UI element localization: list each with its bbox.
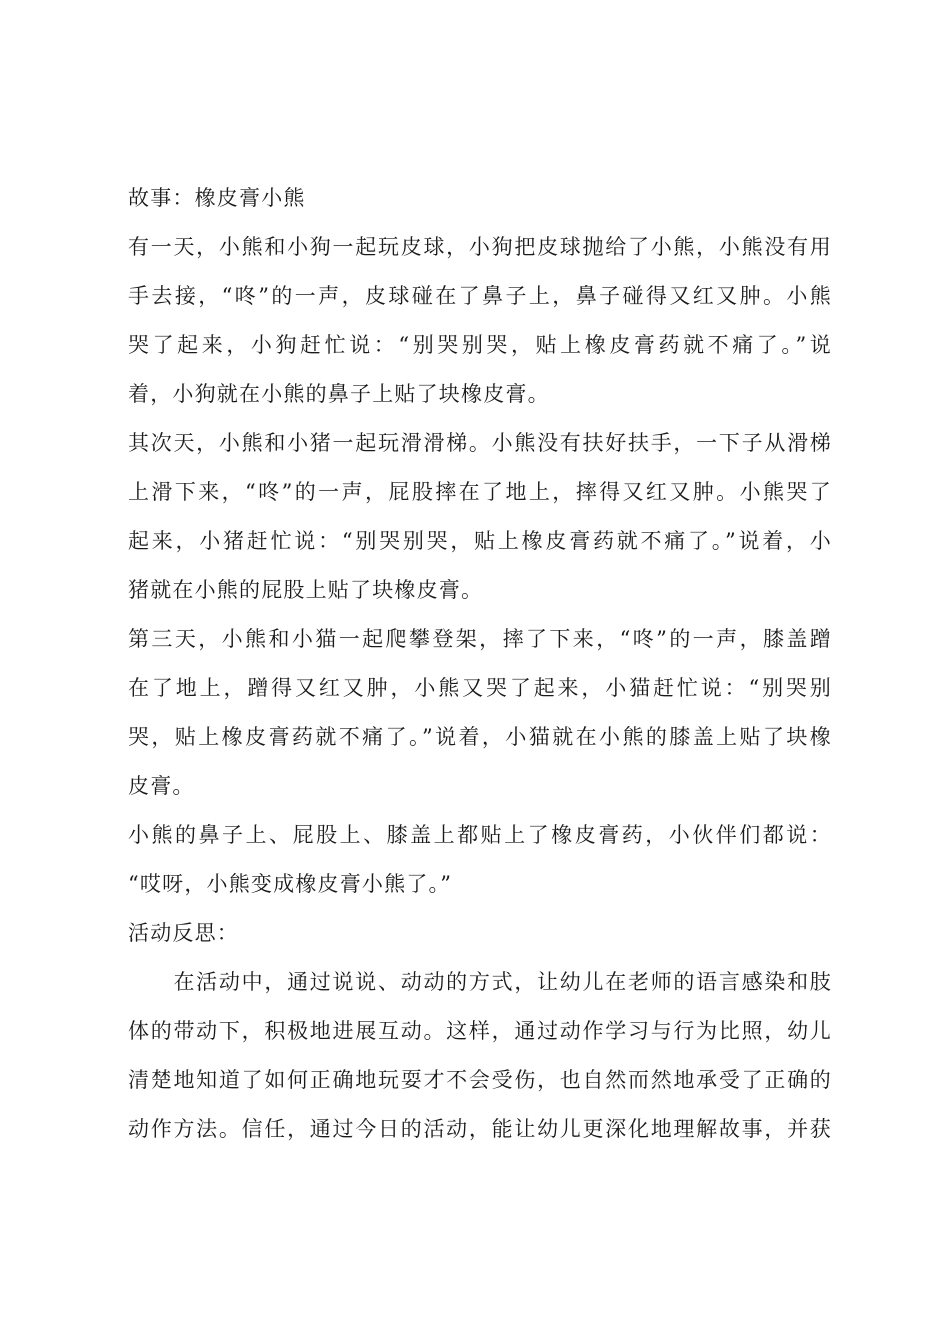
- text-line: 在活动中，通过说说、动动的方式，让幼儿在老师的语言感染和肢: [128, 970, 832, 994]
- document-body: [128, 186, 832, 1142]
- text-line: 猪就在小熊的屁股上贴了块橡皮膏。: [128, 578, 484, 602]
- text-line: 第三天，小熊和小猫一起爬攀登架，摔了下来，“咚”的一声，膝盖蹭: [128, 627, 832, 651]
- text-line: 手去接，“咚”的一声，皮球碰在了鼻子上，鼻子碰得又红又肿。小熊: [128, 284, 832, 308]
- text-line: 在了地上，蹭得又红又肿，小熊又哭了起来，小猫赶忙说：“别哭别: [128, 676, 832, 700]
- text-line: 体的带动下，积极地进展互动。这样，通过动作学习与行为比照，幼儿: [128, 1019, 832, 1043]
- text-line: 哭了起来，小狗赶忙说：“别哭别哭，贴上橡皮膏药就不痛了。”说: [128, 333, 832, 357]
- text-line: 有一天，小熊和小狗一起玩皮球，小狗把皮球抛给了小熊，小熊没有用: [128, 235, 832, 259]
- reflection-paragraph: [128, 970, 832, 1142]
- story-paragraph-2: [128, 431, 832, 603]
- story-paragraph-4: [128, 823, 832, 897]
- text-line: 动作方法。信任，通过今日的活动，能让幼儿更深化地理解故事，并获: [128, 1117, 832, 1141]
- text-line: 上滑下来，“咚”的一声，屁股摔在了地上，摔得又红又肿。小熊哭了: [128, 480, 832, 504]
- story-paragraph-3: [128, 627, 832, 799]
- text-line: 清楚地知道了如何正确地玩耍才不会受伤，也自然而然地承受了正确的: [128, 1068, 832, 1092]
- text-line: 哭，贴上橡皮膏药就不痛了。”说着，小猫就在小熊的膝盖上贴了块橡: [128, 725, 832, 749]
- text-line: “哎呀，小熊变成橡皮膏小熊了。”: [128, 872, 453, 896]
- text-line: 着，小狗就在小熊的鼻子上贴了块橡皮膏。: [128, 382, 550, 406]
- story-paragraph-1: [128, 235, 832, 407]
- story-title: 故事：橡皮膏小熊: [128, 186, 306, 210]
- text-line: 起来，小猪赶忙说：“别哭别哭，贴上橡皮膏药就不痛了。”说着，小: [128, 529, 832, 553]
- reflection-title: 活动反思：: [128, 921, 239, 945]
- text-line: 小熊的鼻子上、屁股上、膝盖上都贴上了橡皮膏药，小伙伴们都说：: [128, 823, 832, 847]
- text-line: 皮膏。: [128, 774, 195, 798]
- text-line: 其次天，小熊和小猪一起玩滑滑梯。小熊没有扶好扶手，一下子从滑梯: [128, 431, 832, 455]
